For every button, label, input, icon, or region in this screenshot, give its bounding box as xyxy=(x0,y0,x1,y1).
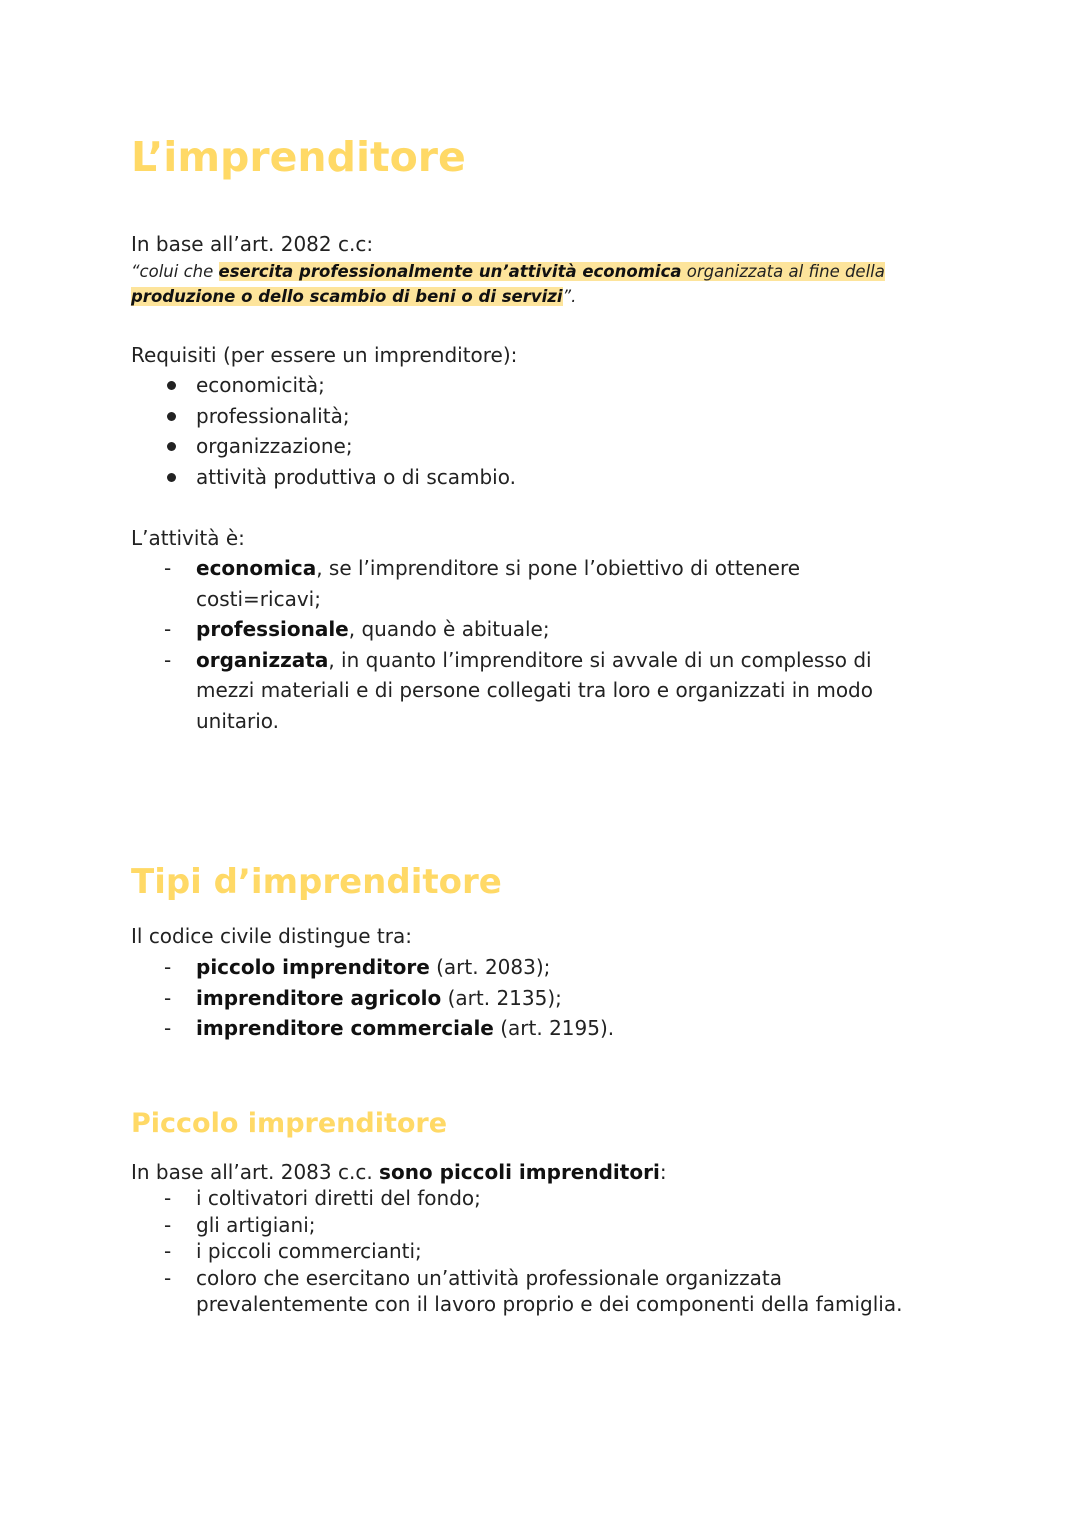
list-item xyxy=(131,401,926,432)
list-item xyxy=(131,952,926,983)
list-item-text: attività produttiva o di scambio. xyxy=(196,464,516,489)
list-item-text: i coltivatori diretti del fondo; xyxy=(196,1186,481,1210)
activity-term: professionale xyxy=(196,617,349,641)
requirements-label: Requisiti (per essere un imprenditore): xyxy=(131,343,518,367)
list-item xyxy=(131,431,926,462)
dash-marker: - xyxy=(164,1186,172,1210)
quote-bold-1: esercita professionalmente un’attività economica xyxy=(218,262,682,281)
dash-marker: - xyxy=(164,556,172,580)
quote-mid: organizzata al fine della xyxy=(681,262,885,281)
types-intro: Il codice civile distingue tra: xyxy=(131,924,412,948)
list-item xyxy=(131,614,926,645)
list-item xyxy=(131,1265,926,1318)
dash-marker: - xyxy=(164,647,172,672)
list-item xyxy=(131,1013,926,1044)
type-term: imprenditore agricolo xyxy=(196,985,442,1010)
dash-marker: - xyxy=(164,617,172,641)
types-list xyxy=(131,952,926,1044)
activity-term: economica xyxy=(196,556,317,580)
activity-text: , quando è abituale; xyxy=(348,617,550,641)
list-item-text: coloro che esercitano un’attività professionale organizzata prevalentemente con il lavoro proprio e dei componenti della famiglia. xyxy=(196,1265,903,1316)
list-item-text: i piccoli commercianti; xyxy=(196,1239,422,1263)
definition-quote xyxy=(131,259,951,309)
piccolo-intro-plain: In base all’art. 2083 c.c. xyxy=(131,1160,380,1184)
piccolo-intro-bold: sono piccoli imprenditori xyxy=(379,1160,660,1184)
article-intro: In base all’art. 2082 c.c: xyxy=(131,232,374,256)
list-item xyxy=(131,1238,926,1265)
section-title-piccolo: Piccolo imprenditore xyxy=(131,1108,448,1139)
section-title-imprenditore: L’imprenditore xyxy=(131,133,466,181)
list-item-text: professionalità; xyxy=(196,403,350,428)
dash-marker: - xyxy=(164,1212,172,1237)
piccolo-intro-end: : xyxy=(659,1160,667,1184)
bullet-icon xyxy=(167,442,176,451)
type-term: piccolo imprenditore xyxy=(196,955,430,979)
list-item xyxy=(131,1212,926,1239)
activity-text: , se l’imprenditore si pone l’obiettivo di ottenere costi=ricavi; xyxy=(196,556,801,611)
piccolo-intro xyxy=(131,1157,667,1187)
bullet-icon xyxy=(167,473,176,482)
activity-label: L’attività è: xyxy=(131,526,245,550)
quote-open: “colui che xyxy=(131,262,219,281)
list-item xyxy=(131,462,926,493)
list-item-text: gli artigiani; xyxy=(196,1212,316,1237)
requirements-list xyxy=(131,370,926,492)
bullet-icon xyxy=(167,412,176,421)
piccolo-list xyxy=(131,1185,926,1318)
list-item-text: economicità; xyxy=(196,373,325,397)
activity-term: organizzata xyxy=(196,647,329,672)
list-item xyxy=(131,645,926,737)
dash-marker: - xyxy=(164,985,172,1010)
type-term: imprenditore commerciale xyxy=(196,1016,494,1040)
list-item xyxy=(131,983,926,1014)
type-ref: (art. 2195). xyxy=(493,1016,615,1040)
type-ref: (art. 2083); xyxy=(429,955,551,979)
quote-highlight xyxy=(131,262,885,306)
quote-bold-2: produzione o dello scambio di beni o di servizi xyxy=(131,287,563,306)
list-item xyxy=(131,1185,926,1212)
section-title-tipi: Tipi d’imprenditore xyxy=(131,862,502,902)
activity-text: , in quanto l’imprenditore si avvale di un complesso di mezzi materiali e di persone collegati tra loro e organizzati in modo unitario. xyxy=(196,647,873,733)
dash-marker: - xyxy=(164,955,172,979)
dash-marker: - xyxy=(164,1265,172,1290)
list-item-text: organizzazione; xyxy=(196,434,353,458)
dash-marker: - xyxy=(164,1239,172,1263)
list-item xyxy=(131,370,926,401)
dash-marker: - xyxy=(164,1016,172,1040)
quote-close: ”. xyxy=(562,287,577,306)
type-ref: (art. 2135); xyxy=(441,985,562,1010)
activity-list xyxy=(131,553,926,736)
bullet-icon xyxy=(167,381,176,390)
list-item xyxy=(131,553,926,614)
